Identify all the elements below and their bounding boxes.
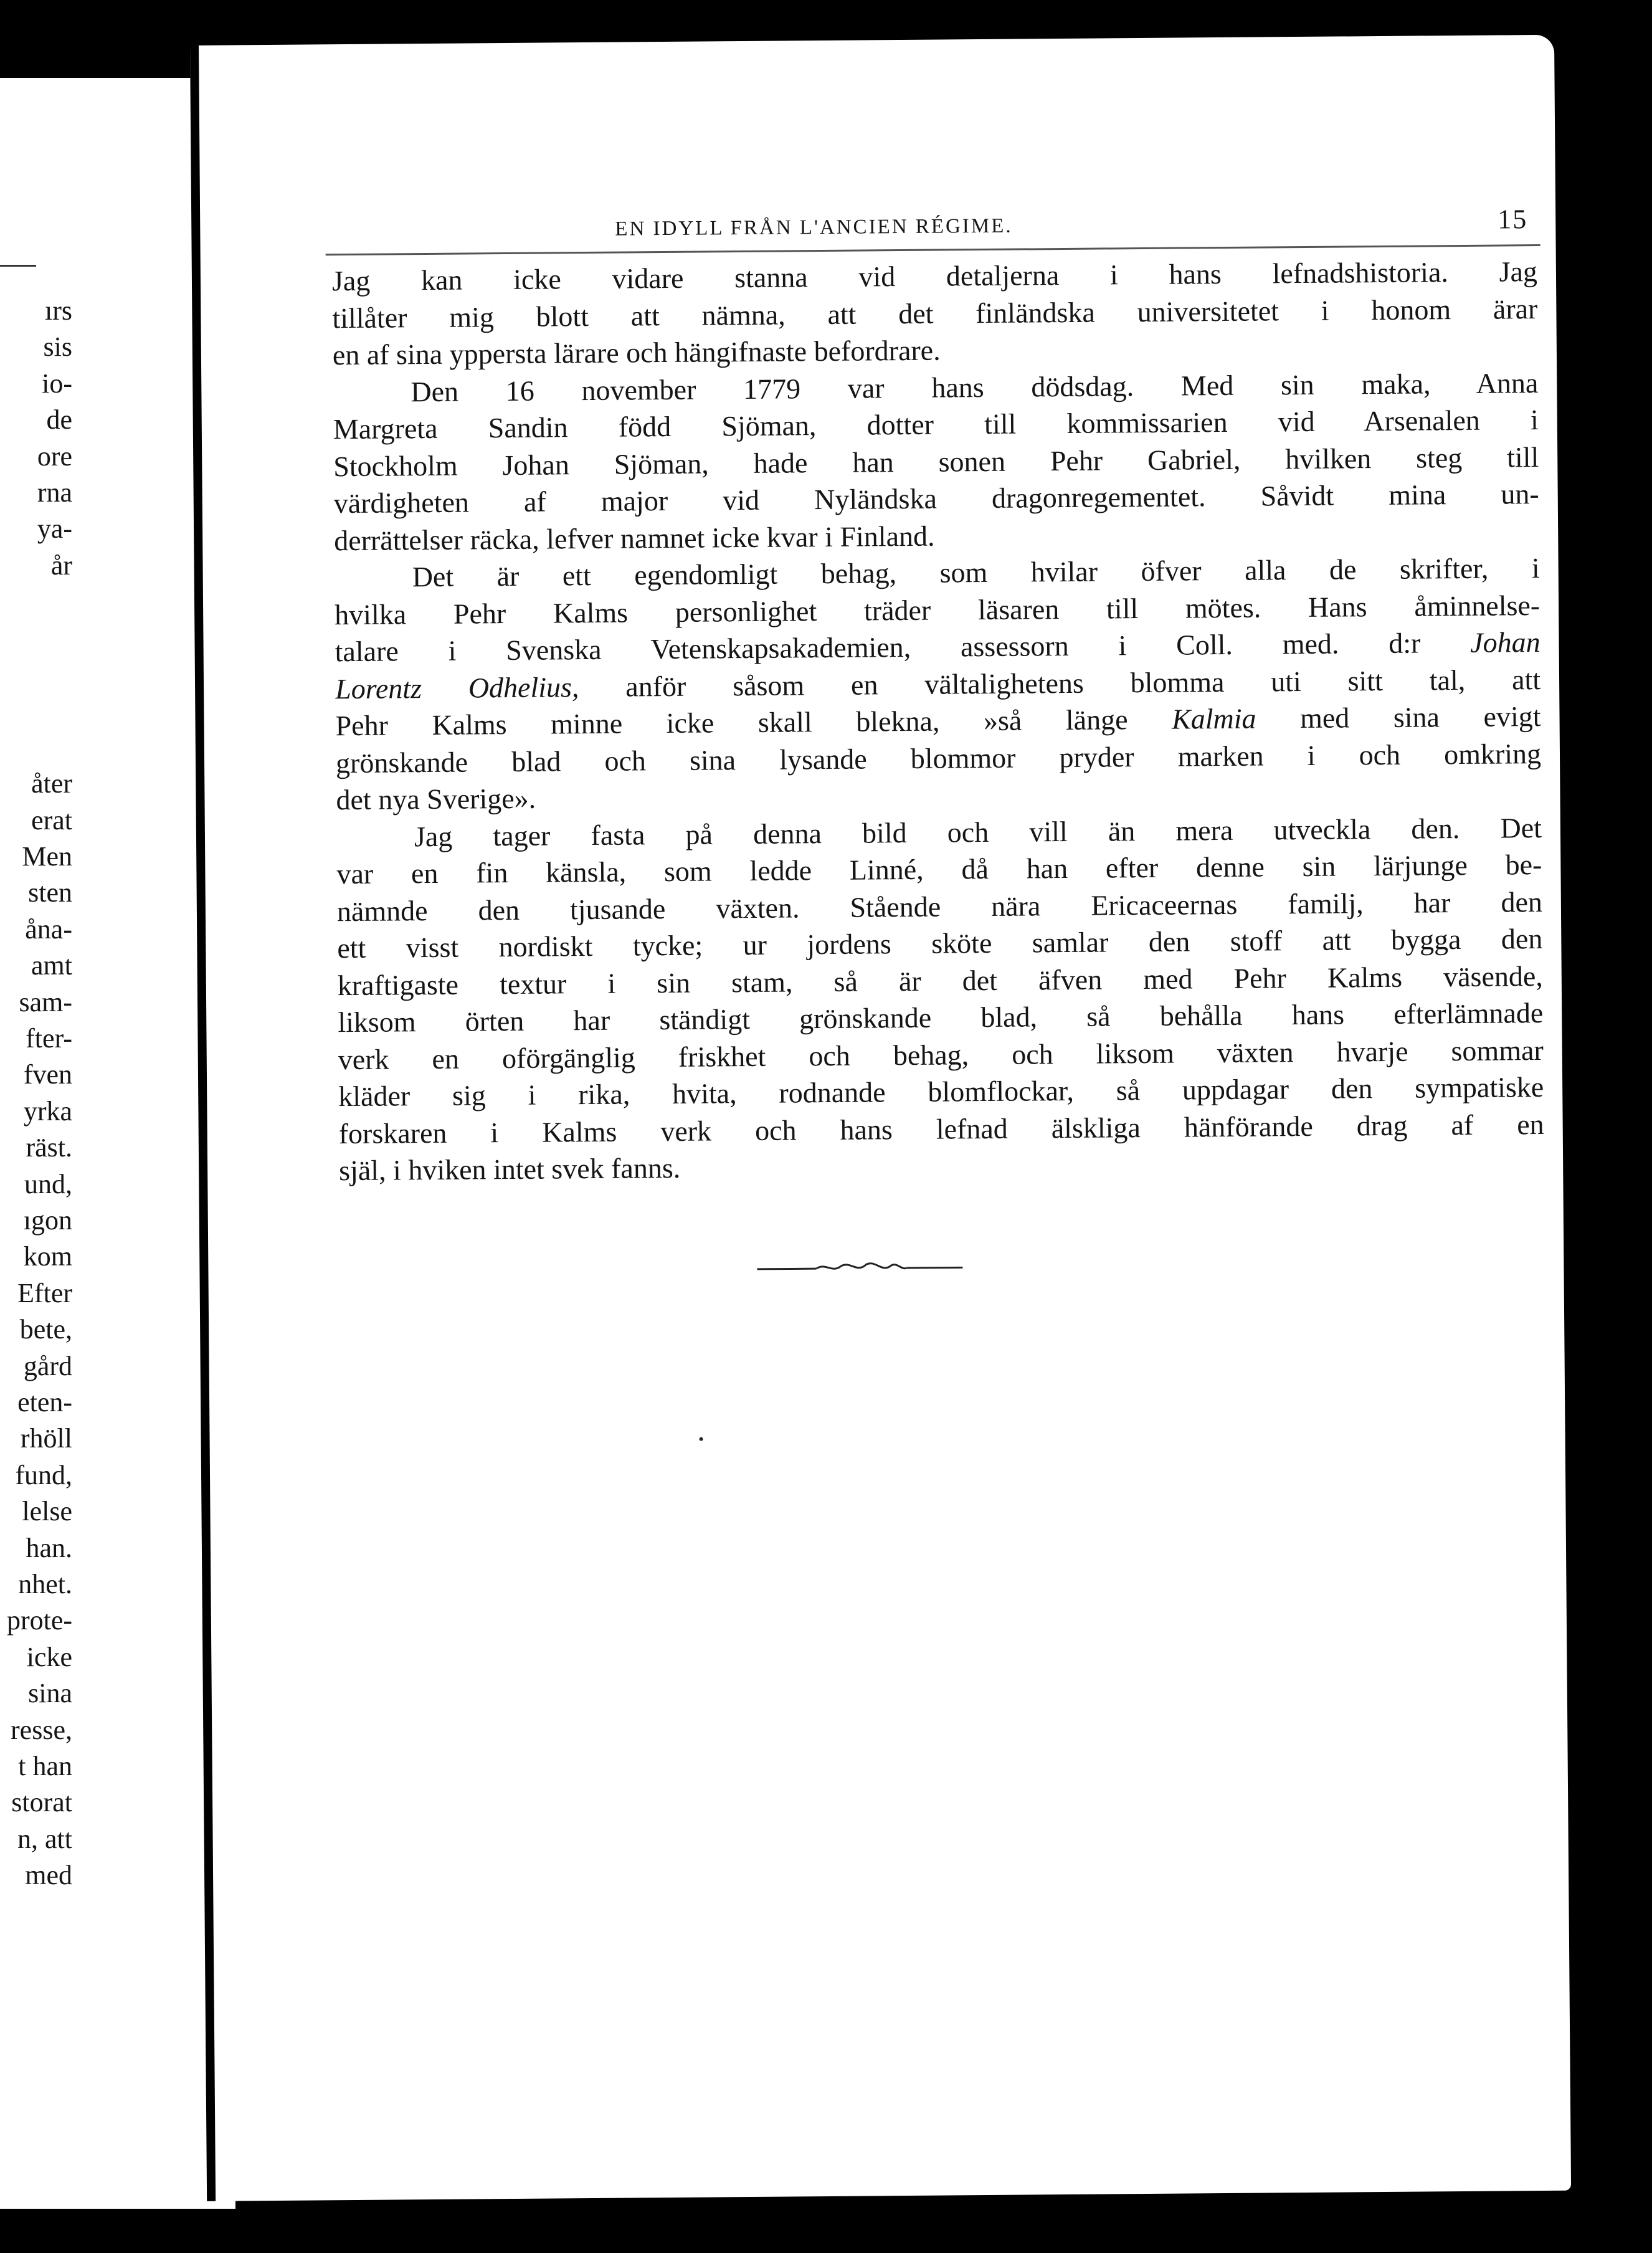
text-line: själ, i hviken intet svek fanns. — [338, 1151, 681, 1187]
text-line: Margreta Sandin född Sjöman, dotter till kommissarien vid Arsenalen i — [333, 404, 1539, 445]
running-title: EN IDYLL FRÅN L'ANCIEN RÉGIME. — [615, 214, 1013, 241]
text-line: kraftigaste textur i sin stam, så är det äfven med Pehr Kalms väsende, — [337, 960, 1543, 1001]
previous-page-line-fragment: ırs — [45, 295, 72, 326]
text-run: anför såsom en vältalighetens blomma uti sitt tal, att — [625, 663, 1541, 703]
italic-name: Lorentz Odhelius, — [335, 670, 579, 705]
previous-page-line-fragment: fund, — [15, 1459, 72, 1490]
previous-page-line-fragment: erat — [31, 804, 72, 836]
text-line: tillåter mig blott att nämna, att det finländska universitetet i honom ärar — [332, 292, 1538, 334]
text-line: ett visst nordiskt tycke; ur jordens sköte samlar den stoff att bygga den — [337, 922, 1543, 965]
running-head — [325, 194, 1540, 255]
previous-page-line-fragment: yrka — [23, 1095, 72, 1126]
italic-plant-name: Kalmia — [1171, 702, 1256, 735]
previous-page-line-fragment: ıgon — [23, 1205, 72, 1236]
previous-page-line-fragment: eten- — [17, 1387, 72, 1417]
previous-page-line-fragment: io- — [42, 368, 72, 399]
text-run: Pehr Kalms minne icke skall blekna, »så länge — [335, 703, 1128, 742]
text-line: grönskande blad och sina lysande blommor pryder marken i och omkring — [335, 737, 1542, 779]
previous-page-line-fragment: sis — [43, 331, 72, 363]
text-line: hvilka Pehr Kalms personlighet träder läsaren till mötes. Hans åminnelse- — [334, 589, 1540, 631]
previous-page-line-fragment: resse, — [11, 1714, 72, 1745]
previous-page-line-fragment: Men — [22, 841, 72, 872]
text-line: en af sina yppersta lärare och hängifnaste befordrare. — [332, 334, 941, 371]
previous-page-line-fragment: åter — [31, 768, 72, 799]
previous-page-line-fragment: Efter — [17, 1277, 72, 1308]
text-line: var en fin känsla, som ledde Linné, då han efter denne sin lärjunge be- — [336, 848, 1542, 890]
previous-page-line-fragment: lelse — [22, 1496, 72, 1527]
previous-page-line-fragment: rhöll — [20, 1423, 72, 1454]
previous-page-line-fragment: bete, — [19, 1314, 72, 1345]
previous-page-line-fragment: gård — [23, 1350, 72, 1381]
page-number: 15 — [1498, 204, 1528, 235]
previous-page-line-fragment: icke — [26, 1641, 72, 1672]
previous-page-line-fragment: rna — [37, 477, 72, 508]
text-line: derrättelser räcka, lefver namnet icke kvar i Finland. — [334, 520, 935, 556]
book-page — [190, 35, 1571, 2201]
text-line: Jag tager fasta på denna bild och vill än mera utveckla den. Det — [414, 811, 1542, 852]
italic-name: Johan — [1469, 626, 1540, 659]
previous-page-line-fragment: räst. — [26, 1132, 72, 1163]
previous-page-line-fragment: fven — [23, 1059, 72, 1090]
text-run: talare i Svenska Vetenskapsakademien, assessorn i Coll. med. d:r — [335, 627, 1421, 668]
previous-page-line-fragment: med — [25, 1860, 72, 1891]
previous-page-line-fragment: sten — [28, 877, 72, 908]
previous-page-line-fragment: åna- — [25, 913, 72, 945]
paper-speck — [700, 1437, 703, 1441]
text-line: Den 16 november 1779 var hans dödsdag. Med sin maka, Anna — [411, 366, 1539, 407]
tailpiece-ornament-icon — [757, 1257, 962, 1278]
previous-page-rule — [0, 265, 36, 267]
previous-page-line-fragment: und, — [24, 1168, 72, 1199]
previous-page-line-fragment: de — [46, 404, 72, 436]
text-line: värdigheten af major vid Nyländska dragonregementet. Såvidt mina un- — [333, 478, 1539, 520]
text-run: med sina evigt — [1299, 700, 1541, 735]
text-line: verk en oförgänglig friskhet och behag, och liksom växten hvarje sommar — [338, 1034, 1544, 1075]
previous-page-line-fragment: prote- — [6, 1605, 72, 1636]
previous-page-line-fragment: kom — [23, 1241, 72, 1272]
previous-page-line-fragment: ore — [37, 441, 72, 472]
text-line: nämnde den tjusande växten. Stående nära Ericaceernas familj, har den — [336, 885, 1543, 927]
previous-page-line-fragment: n, att — [17, 1823, 72, 1854]
previous-page-line-fragment: fter- — [26, 1023, 72, 1054]
previous-page-line-fragment: amt — [31, 950, 72, 981]
previous-page-line-fragment: han. — [26, 1532, 72, 1563]
previous-page-line-fragment: år — [50, 550, 72, 581]
text-line: det nya Sverige». — [336, 782, 536, 816]
previous-page-line-fragment: t han — [18, 1751, 72, 1781]
previous-page-line-fragment: nhet. — [18, 1569, 72, 1599]
previous-page-line-fragment: sina — [28, 1678, 72, 1709]
text-line: liksom örten har ständigt grönskande blad, så behålla hans efterlämnade — [338, 996, 1544, 1039]
text-line: Det är ett egendomligt behag, som hvilar öfver alla de skrifter, i — [412, 552, 1540, 593]
text-line: Stockholm Johan Sjöman, hade han sonen Pehr Gabriel, hvilken steg till — [333, 441, 1539, 482]
body-text — [332, 253, 1545, 1189]
text-line: kläder sig i rika, hvita, rodnande blomflockar, så uppdagar den sympatiske — [338, 1070, 1544, 1113]
previous-page-line-fragment: sam- — [19, 986, 72, 1017]
text-line: forskaren i Kalms verk och hans lefnad älskliga hänförande drag af en — [338, 1108, 1544, 1150]
text-line: Jag kan icke vidare stanna vid detaljerna i hans lefnadshistoria. Jag — [331, 255, 1538, 297]
previous-page-line-fragment: ya- — [37, 513, 72, 545]
previous-page-line-fragment: storat — [11, 1787, 72, 1818]
